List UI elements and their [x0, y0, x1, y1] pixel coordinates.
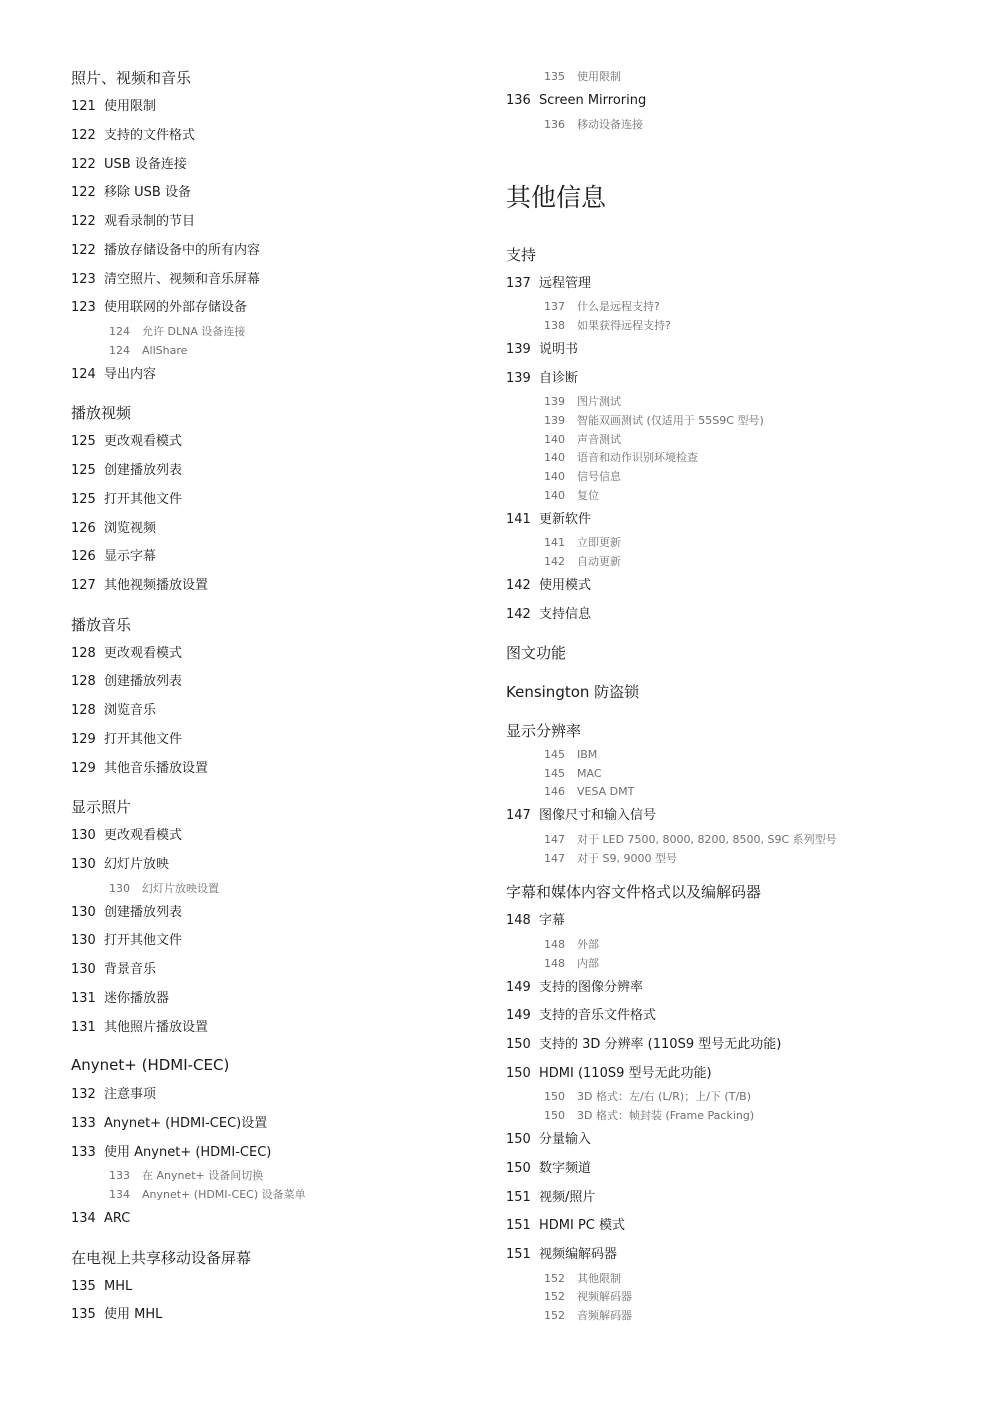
entry-title: 3D 格式：帧封装 (Frame Packing)	[577, 1109, 755, 1122]
page-number: 135	[71, 1279, 96, 1294]
entry-title: 数字频道	[539, 1161, 592, 1176]
toc-subentry[interactable]	[109, 345, 187, 356]
toc-entry[interactable]	[71, 1088, 156, 1101]
toc-entry[interactable]	[506, 1038, 781, 1051]
entry-title: HDMI PC 模式	[539, 1218, 626, 1233]
entry-title: 观看录制的节目	[104, 214, 196, 229]
page-number: 130	[71, 933, 96, 948]
toc-entry[interactable]	[71, 762, 208, 775]
page-number: 140	[544, 470, 565, 483]
page-number: 131	[71, 1020, 96, 1035]
toc-entry[interactable]	[71, 464, 182, 477]
toc-entry[interactable]	[506, 1162, 591, 1175]
page-number: 140	[544, 451, 565, 464]
page-number: 122	[71, 243, 96, 258]
toc-entry[interactable]	[71, 215, 195, 228]
page-number: 135	[544, 70, 565, 83]
toc-entry[interactable]	[506, 1067, 712, 1080]
entry-title: 打开其他文件	[104, 933, 183, 948]
page-number: 133	[109, 1169, 130, 1182]
entry-title: 什么是远程支持?	[577, 300, 660, 313]
entry-title: 更改观看模式	[104, 828, 183, 843]
page-number: 127	[71, 578, 96, 593]
entry-title: IBM	[577, 748, 598, 761]
page-number: 140	[544, 489, 565, 502]
page-number: 147	[506, 808, 531, 823]
entry-title: 复位	[577, 489, 599, 502]
entry-title: AllShare	[142, 344, 188, 357]
page-number: 129	[71, 761, 96, 776]
page-number: 136	[544, 118, 565, 131]
entry-title: 支持的图像分辨率	[539, 980, 644, 995]
page-number: 148	[544, 957, 565, 970]
page-number: 123	[71, 272, 96, 287]
entry-title: 智能双画测试 (仅适用于 55S9C 型号)	[577, 414, 764, 427]
entry-title: 分量输入	[539, 1132, 592, 1147]
toc-entry[interactable]	[71, 435, 182, 448]
toc-entry[interactable]	[506, 981, 643, 994]
page-number: 147	[544, 833, 565, 846]
page-number: 137	[544, 300, 565, 313]
page-number: 152	[544, 1309, 565, 1322]
page-number: 150	[506, 1161, 531, 1176]
entry-title: 字幕	[539, 913, 566, 928]
page-number: 134	[71, 1211, 96, 1226]
toc-subentry[interactable]	[544, 1091, 751, 1102]
page-number: 151	[506, 1190, 531, 1205]
toc-entry[interactable]	[71, 244, 260, 257]
entry-title: 浏览音乐	[104, 703, 157, 718]
page-number: 121	[71, 99, 96, 114]
entry-title: 注意事项	[104, 1087, 157, 1102]
entry-title: 在 Anynet+ 设备间切换	[142, 1169, 264, 1182]
entry-title: 浏览视频	[104, 521, 157, 536]
page-number: 150	[506, 1132, 531, 1147]
toc-subentry[interactable]	[544, 452, 698, 463]
entry-title: 使用模式	[539, 578, 592, 593]
toc-subentry[interactable]	[544, 415, 764, 426]
toc-entry[interactable]	[71, 1117, 267, 1130]
page-number: 147	[544, 852, 565, 865]
toc-subentry[interactable]	[544, 1291, 632, 1302]
toc-entry[interactable]	[506, 1191, 595, 1204]
toc-subentry[interactable]	[544, 119, 643, 130]
page-number: 124	[71, 367, 96, 382]
toc-entry[interactable]	[506, 809, 656, 822]
entry-title: 背景音乐	[104, 962, 157, 977]
toc-entry[interactable]	[506, 1219, 625, 1232]
toc-subentry[interactable]	[544, 1273, 621, 1284]
entry-title: 使用 MHL	[104, 1307, 163, 1322]
page-number: 125	[71, 434, 96, 449]
page-number: 132	[71, 1087, 96, 1102]
page-number: 130	[71, 857, 96, 872]
toc-entry[interactable]	[71, 186, 191, 199]
entry-title: 对于 LED 7500, 8000, 8200, 8500, S9C 系列型号	[577, 833, 837, 846]
entry-title: 声音测试	[577, 433, 621, 446]
entry-title: 播放存储设备中的所有内容	[104, 243, 261, 258]
toc-heading[interactable]: Anynet+ (HDMI-CEC)	[71, 1056, 230, 1074]
entry-title: 使用限制	[577, 70, 621, 83]
toc-entry[interactable]	[71, 1280, 132, 1293]
toc-subentry[interactable]	[544, 853, 677, 864]
page-number: 131	[71, 991, 96, 1006]
page-number: 141	[506, 512, 531, 527]
entry-title: 视频/照片	[539, 1190, 596, 1205]
page-number: 145	[544, 748, 565, 761]
entry-title: 对于 S9, 9000 型号	[577, 852, 677, 865]
toc-subentry[interactable]	[544, 1310, 632, 1321]
entry-title: 其他限制	[577, 1272, 621, 1285]
entry-title: 导出内容	[104, 367, 157, 382]
page-number: 152	[544, 1272, 565, 1285]
entry-title: 远程管理	[539, 276, 592, 291]
entry-title: 幻灯片放映	[104, 857, 170, 872]
entry-title: 清空照片、视频和音乐屏幕	[104, 272, 261, 287]
page-number: 122	[71, 185, 96, 200]
page-number: 125	[71, 492, 96, 507]
entry-title: MAC	[577, 767, 602, 780]
toc-entry[interactable]	[506, 343, 578, 356]
toc-entry[interactable]	[506, 914, 565, 927]
toc-entry[interactable]	[71, 522, 156, 535]
entry-title: 如果获得远程支持?	[577, 319, 671, 332]
page-number: 149	[506, 980, 531, 995]
toc-entry[interactable]	[506, 579, 591, 592]
entry-title: 创建播放列表	[104, 463, 183, 478]
toc-subentry[interactable]	[544, 471, 621, 482]
toc-entry[interactable]	[71, 1212, 130, 1225]
entry-title: 显示字幕	[104, 549, 157, 564]
toc-heading[interactable]: 播放音乐	[71, 616, 132, 634]
entry-title: 立即更新	[577, 536, 621, 549]
page-number: 130	[71, 962, 96, 977]
toc-heading[interactable]: 显示照片	[71, 798, 132, 816]
page-number: 150	[506, 1037, 531, 1052]
entry-title: 支持的音乐文件格式	[539, 1008, 657, 1023]
toc-entry[interactable]	[71, 992, 169, 1005]
entry-title: 允许 DLNA 设备连接	[142, 325, 246, 338]
page-number: 122	[71, 157, 96, 172]
page-number: 122	[71, 128, 96, 143]
entry-title: 打开其他文件	[104, 492, 183, 507]
entry-title: 内部	[577, 957, 599, 970]
page-number: 148	[544, 938, 565, 951]
toc-heading[interactable]: 字幕和媒体内容文件格式以及编解码器	[506, 883, 762, 901]
page-number: 150	[544, 1090, 565, 1103]
toc-subentry[interactable]	[544, 958, 599, 969]
toc-entry[interactable]	[71, 829, 182, 842]
page-number: 139	[506, 342, 531, 357]
page-number: 133	[71, 1145, 96, 1160]
page-number: 150	[506, 1066, 531, 1081]
toc-entry[interactable]	[71, 647, 182, 660]
entry-title: 更新软件	[539, 512, 592, 527]
toc-subentry[interactable]	[544, 1110, 754, 1121]
toc-entry[interactable]	[71, 934, 182, 947]
entry-title: 图像尺寸和输入信号	[539, 808, 657, 823]
page-number: 130	[109, 882, 130, 895]
toc-entry[interactable]	[71, 301, 247, 314]
entry-title: 其他视频播放设置	[104, 578, 209, 593]
entry-title: 支持的文件格式	[104, 128, 196, 143]
toc-subentry[interactable]	[544, 320, 671, 331]
toc-entry[interactable]	[71, 158, 187, 171]
page-number: 129	[71, 732, 96, 747]
toc-entry[interactable]	[71, 579, 208, 592]
page-number: 148	[506, 913, 531, 928]
toc-heading[interactable]: 支持	[506, 246, 537, 264]
entry-title: 支持的 3D 分辨率 (110S9 型号无此功能)	[539, 1037, 782, 1052]
entry-title: 视频解码器	[577, 1290, 632, 1303]
toc-subentry[interactable]	[544, 786, 634, 797]
page-number: 139	[544, 414, 565, 427]
entry-title: 迷你播放器	[104, 991, 170, 1006]
entry-title: VESA DMT	[577, 785, 635, 798]
page-number: 139	[544, 395, 565, 408]
entry-title: 自动更新	[577, 555, 621, 568]
toc-heading[interactable]: 播放视频	[71, 404, 132, 422]
toc-heading[interactable]: 显示分辨率	[506, 722, 582, 740]
entry-title: 更改观看模式	[104, 646, 183, 661]
entry-title: 其他照片播放设置	[104, 1020, 209, 1035]
toc-subentry[interactable]	[544, 834, 837, 845]
entry-title: 3D 格式：左/右 (L/R)；上/下 (T/B)	[577, 1090, 751, 1103]
entry-title: 使用限制	[104, 99, 157, 114]
toc-entry[interactable]	[71, 963, 156, 976]
page-number: 152	[544, 1290, 565, 1303]
toc-entry[interactable]	[71, 550, 156, 563]
toc-entry[interactable]	[71, 733, 182, 746]
entry-title: 使用 Anynet+ (HDMI-CEC)	[104, 1145, 272, 1160]
toc-entry[interactable]	[71, 100, 156, 113]
toc-subentry[interactable]	[544, 396, 621, 407]
chapter-title: 其他信息	[506, 183, 607, 212]
toc-entry[interactable]	[71, 273, 260, 286]
toc-heading[interactable]: Kensington 防盗锁	[506, 683, 640, 701]
toc-subentry[interactable]	[544, 301, 660, 312]
toc-entry[interactable]	[71, 368, 156, 381]
toc-subentry[interactable]	[544, 71, 621, 82]
toc-entry[interactable]	[506, 513, 591, 526]
toc-heading[interactable]: 在电视上共享移动设备屏幕	[71, 1249, 252, 1267]
page-number: 141	[544, 536, 565, 549]
entry-title: 使用联网的外部存储设备	[104, 300, 248, 315]
page-number: 139	[506, 371, 531, 386]
toc-entry[interactable]	[71, 129, 195, 142]
page-number: 150	[544, 1109, 565, 1122]
page-number: 128	[71, 703, 96, 718]
toc-entry[interactable]	[71, 704, 156, 717]
entry-title: 自诊断	[539, 371, 579, 386]
entry-title: 图片测试	[577, 395, 621, 408]
toc-entry[interactable]	[506, 608, 591, 621]
toc-subentry[interactable]	[109, 326, 245, 337]
page-number: 130	[71, 905, 96, 920]
toc-subentry[interactable]	[544, 768, 602, 779]
toc-entry[interactable]	[71, 493, 182, 506]
toc-entry[interactable]	[506, 1248, 617, 1261]
toc-entry[interactable]	[71, 675, 182, 688]
page-number: 128	[71, 674, 96, 689]
page-number: 142	[506, 607, 531, 622]
toc-entry[interactable]	[506, 1009, 656, 1022]
entry-title: 外部	[577, 938, 599, 951]
toc-subentry[interactable]	[544, 537, 621, 548]
page-number: 149	[506, 1008, 531, 1023]
page-number: 126	[71, 549, 96, 564]
entry-title: ARC	[104, 1211, 131, 1226]
page-number: 151	[506, 1247, 531, 1262]
entry-title: 打开其他文件	[104, 732, 183, 747]
entry-title: MHL	[104, 1279, 133, 1294]
toc-subentry[interactable]	[109, 1170, 263, 1181]
page-number: 151	[506, 1218, 531, 1233]
page-number: 124	[109, 344, 130, 357]
toc-entry[interactable]	[506, 94, 646, 107]
page-number: 134	[109, 1188, 130, 1201]
toc-entry[interactable]	[71, 1308, 162, 1321]
toc-entry[interactable]	[71, 1146, 271, 1159]
page-number: 145	[544, 767, 565, 780]
toc-subentry[interactable]	[544, 434, 621, 445]
entry-title: 语音和动作识别环境检查	[577, 451, 698, 464]
entry-title: 信号信息	[577, 470, 621, 483]
entry-title: Screen Mirroring	[539, 93, 647, 108]
entry-title: 移动设备连接	[577, 118, 643, 131]
toc-subentry[interactable]	[109, 883, 219, 894]
toc-subentry[interactable]	[544, 749, 597, 760]
page-number: 124	[109, 325, 130, 338]
entry-title: 说明书	[539, 342, 579, 357]
toc-subentry[interactable]	[544, 490, 599, 501]
page-number: 126	[71, 521, 96, 536]
toc-entry[interactable]	[506, 372, 578, 385]
page-number: 135	[71, 1307, 96, 1322]
entry-title: USB 设备连接	[104, 157, 187, 172]
entry-title: Anynet+ (HDMI-CEC)设置	[104, 1116, 268, 1131]
page-number: 136	[506, 93, 531, 108]
page-number: 123	[71, 300, 96, 315]
toc-heading[interactable]: 照片、视频和音乐	[71, 69, 192, 87]
entry-title: Anynet+ (HDMI-CEC) 设备菜单	[142, 1188, 306, 1201]
toc-entry[interactable]	[71, 858, 169, 871]
entry-title: 视频编解码器	[539, 1247, 618, 1262]
page-number: 142	[506, 578, 531, 593]
toc-entry[interactable]	[71, 1021, 208, 1034]
page-number: 140	[544, 433, 565, 446]
toc-entry[interactable]	[506, 1133, 591, 1146]
toc-entry[interactable]	[506, 277, 591, 290]
entry-title: 更改观看模式	[104, 434, 183, 449]
toc-entry[interactable]	[71, 906, 182, 919]
entry-title: 支持信息	[539, 607, 592, 622]
entry-title: 移除 USB 设备	[104, 185, 191, 200]
entry-title: HDMI (110S9 型号无此功能)	[539, 1066, 712, 1081]
page-number: 133	[71, 1116, 96, 1131]
page-number: 137	[506, 276, 531, 291]
page-number: 122	[71, 214, 96, 229]
toc-heading[interactable]: 图文功能	[506, 644, 567, 662]
page-number: 128	[71, 646, 96, 661]
page-number: 142	[544, 555, 565, 568]
entry-title: 创建播放列表	[104, 905, 183, 920]
entry-title: 其他音乐播放设置	[104, 761, 209, 776]
page-number: 125	[71, 463, 96, 478]
toc-subentry[interactable]	[544, 939, 599, 950]
entry-title: 音频解码器	[577, 1309, 632, 1322]
toc-subentry[interactable]	[109, 1189, 306, 1200]
page-number: 146	[544, 785, 565, 798]
entry-title: 创建播放列表	[104, 674, 183, 689]
page-number: 138	[544, 319, 565, 332]
entry-title: 幻灯片放映设置	[142, 882, 219, 895]
toc-subentry[interactable]	[544, 556, 621, 567]
page-number: 130	[71, 828, 96, 843]
